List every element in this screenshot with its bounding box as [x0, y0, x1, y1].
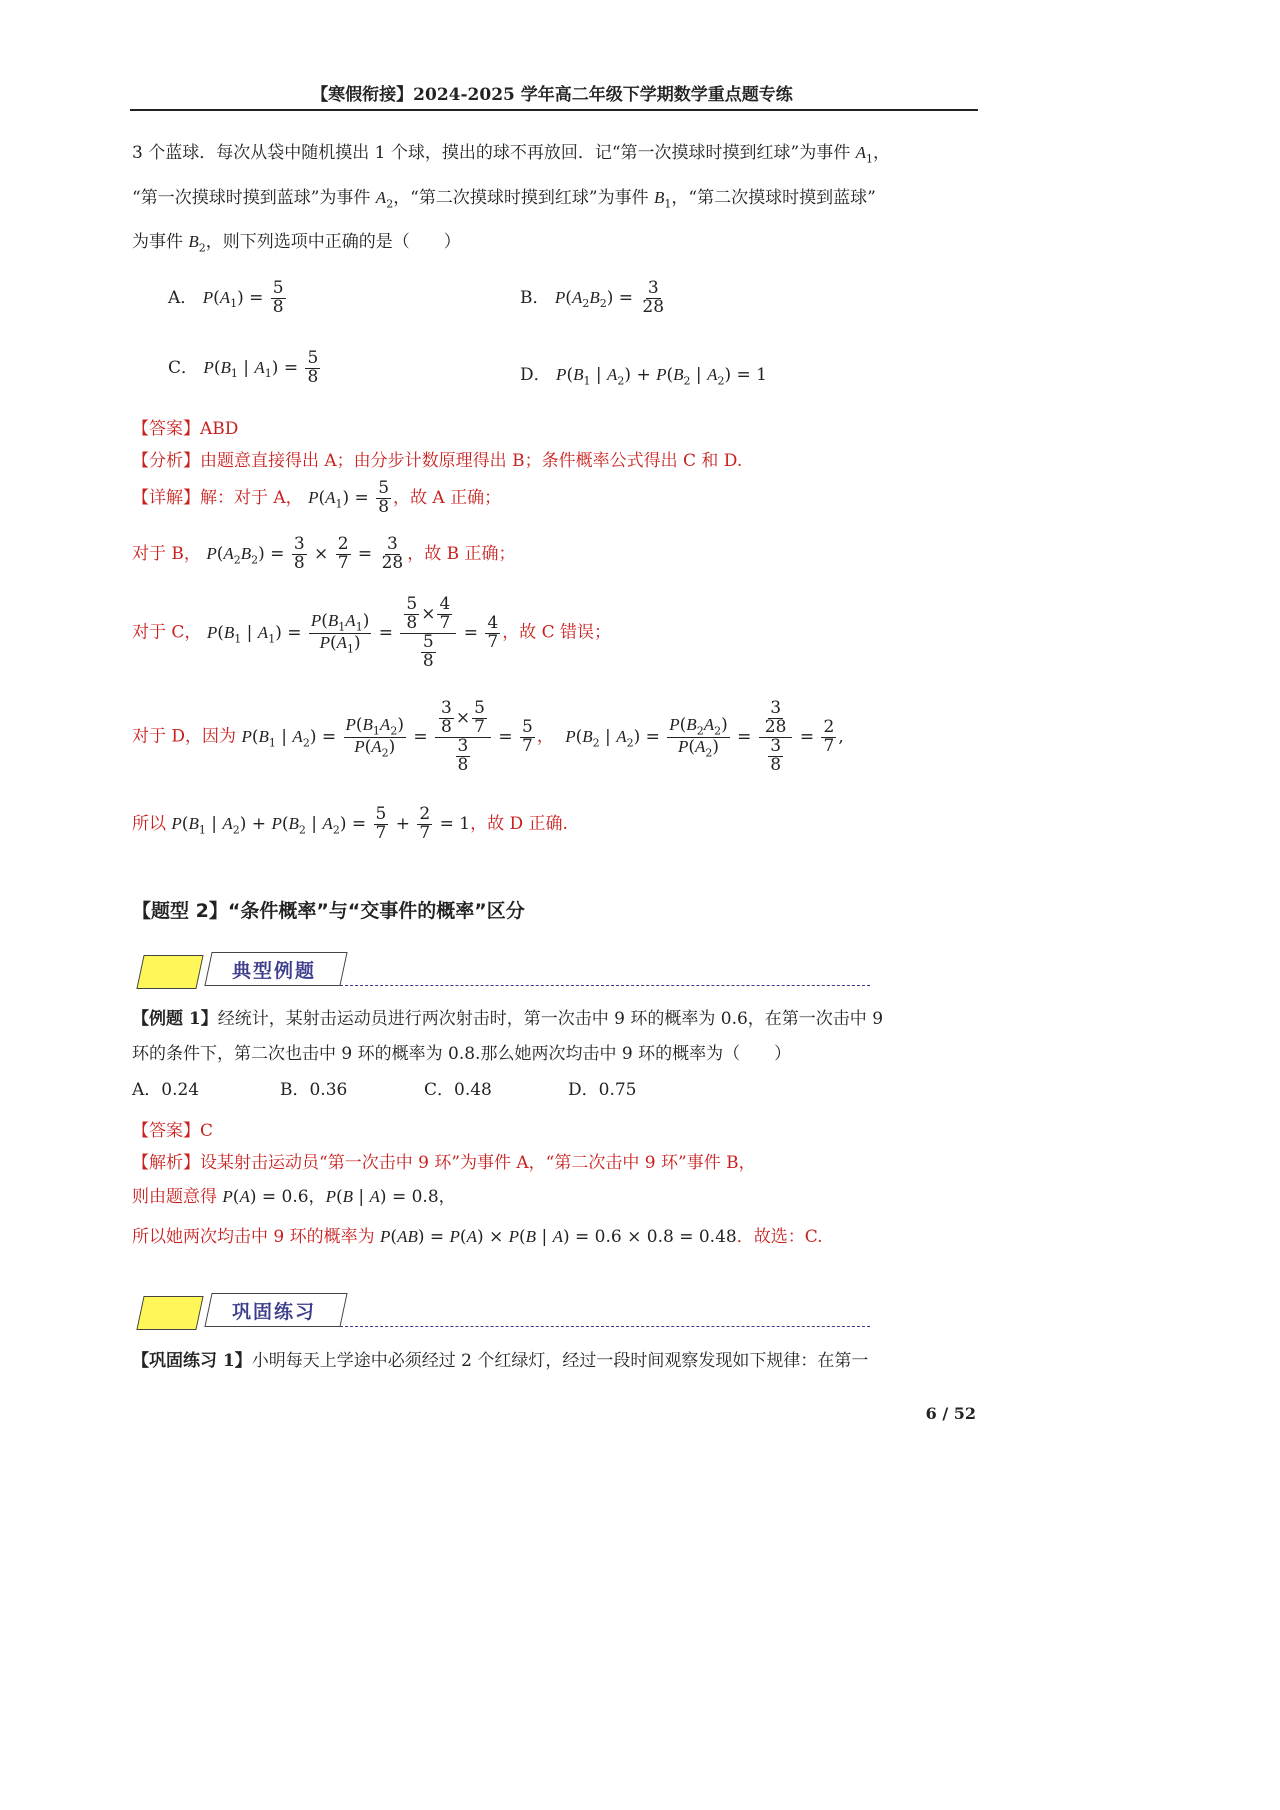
- detail-e: 所以 $P(B_1$ | $A_2) + P(B_2$ | $A_2$) = $\frac{5}{7}$ + $\frac{2}{7}$ = 1，故 D 正确.: [132, 804, 568, 843]
- example-option-a: A．0.24: [132, 1080, 200, 1100]
- tag-dashed-line-2: [340, 1326, 870, 1327]
- example-line-1: 【例题 1】经统计，某射击运动员进行两次射击时，第一次击中 9 环的概率为 0.6，在第一次击中 9: [132, 1009, 884, 1029]
- option-d: D． $P(B_1$ | $A_2) + P(B_2$ | $A_2) = 1$: [520, 365, 767, 388]
- tag-typical-examples: 典型例题: [232, 960, 317, 982]
- example-analysis-2: 则由题意得 P(A) = 0.6，P(B | A) = 0.8，: [132, 1187, 456, 1207]
- option-c: C． $P(B_1$ | $A_1$) = $\frac{5}{8}$: [168, 348, 319, 387]
- tag-dashed-line: [340, 985, 870, 986]
- page-number: 6 / 52: [925, 1404, 976, 1423]
- tag-yellow-block: [136, 955, 203, 989]
- example-option-b: B．0.36: [280, 1080, 348, 1100]
- example-option-d: D．0.75: [568, 1080, 637, 1100]
- detail-c: 对于 C， $P(B_1$ | $A_1$) = $\frac{P(B_1A_1)}{P(A_1)}$ = $\frac{5}{8}$ × $\frac{4}{7}$ $\frac{5}{8}$ = $\frac{4}{7}$ ，故 C 错误；: [132, 594, 612, 671]
- answer-1: 【答案】ABD: [132, 419, 239, 439]
- example-analysis-1: 【解析】设某射击运动员“第一次击中 9 环”为事件 A，“第二次击中 9 环”事件 B，: [132, 1153, 756, 1173]
- practice-line-1: 【巩固练习 1】小明每天上学途中必须经过 2 个红绿灯，经过一段时间观察发现如下规律：在第一: [132, 1351, 869, 1371]
- detail-b: 对于 B， $P(A_2B_2)$ = $\frac{3}{8}$ × $\frac{2}{7}$ = $\frac{3}{28}$ ，故 B 正确；: [132, 534, 516, 573]
- section-heading: 【题型 2】“条件概率”与“交事件的概率”区分: [132, 900, 525, 922]
- detail-a: 【详解】解：对于 A， $P(A_1)$ = $\frac{5}{8}$ ，故 A 正确；: [132, 478, 502, 517]
- analysis-1: 【分析】由题意直接得出 A；由分步计数原理得出 B；条件概率公式得出 C 和 D.: [132, 451, 743, 471]
- example-option-c: C．0.48: [424, 1080, 492, 1100]
- example-analysis-3: 所以她两次均击中 9 环的概率为 P(AB) = P(A) × P(B | A) = 0.6 × 0.8 = 0.48．故选：C.: [132, 1227, 823, 1247]
- problem-line-2: “第一次摸球时摸到蓝球”为事件 $A_2$，“第二次摸球时摸到红球”为事件 $B_1$，“第二次摸球时摸到蓝球”: [132, 188, 876, 211]
- problem-line-3: 为事件 $B_2$，则下列选项中正确的是（ ）: [132, 232, 461, 255]
- example-answer: 【答案】C: [132, 1121, 214, 1141]
- tag-yellow-block-2: [136, 1296, 203, 1330]
- problem-line-1: 3 个蓝球．每次从袋中随机摸出 1 个球，摸出的球不再放回．记“第一次摸球时摸到红球”为事件 $A_1$，: [132, 143, 891, 166]
- tag-practice: 巩固练习: [232, 1301, 317, 1323]
- option-a: A． $P(A_1)$ = $\frac{5}{8}$: [168, 278, 284, 317]
- header-rule: [130, 109, 978, 111]
- page-header-title: 【寒假衔接】2024-2025 学年高二年级下学期数学重点题专练: [311, 85, 793, 105]
- option-b: B． $P(A_2B_2)$ = $\frac{3}{28}$: [520, 278, 665, 317]
- detail-d: 对于 D，因为 $P(B_1$ | $A_2$) = $\frac{P(B_1A_2)}{P(A_2)}$ = $\frac{3}{8}$ × $\frac{5}{7}$ $\frac{3}{8}$ = $\frac{5}{7}$ ， $P(B_2$ | $A_2$) = $\frac{P(B_2A_2)}{P(A_2)}$ = $\frac{\frac{3}{28}}{\frac{3}{8}}$ = $\frac{2}{7}$ ,: [132, 698, 844, 775]
- example-line-2: 环的条件下，第二次也击中 9 环的概率为 0.8.那么她两次均击中 9 环的概率为（ ）: [132, 1044, 792, 1064]
